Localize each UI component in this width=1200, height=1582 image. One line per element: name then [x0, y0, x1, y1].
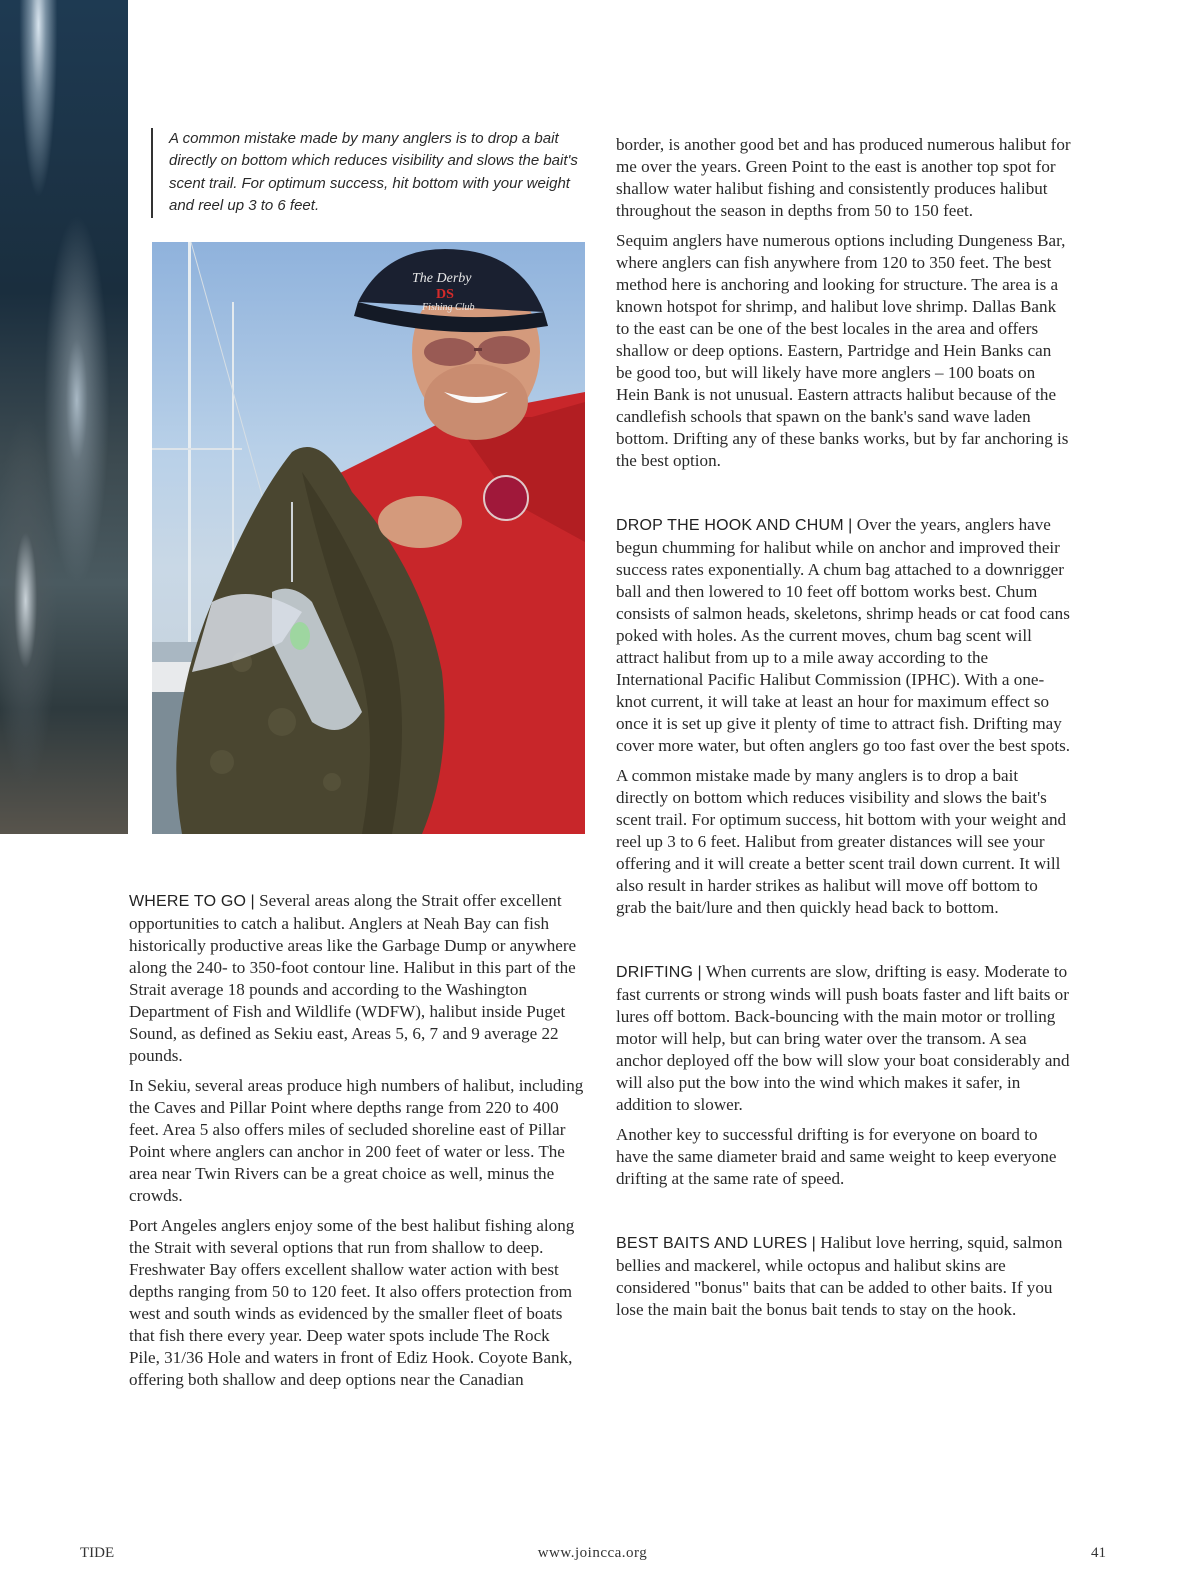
paragraph-common-mistake: A common mistake made by many anglers is to drop a bait directly on bottom which reduces visibility and slows the bait's scent trail. For optimum success, hit bottom with your weight and reel up 3 to 6 feet. Halibut from greater distances will see your offering and it will create a better scent trail down current. It will also result in harder strikes as halibut will move off bottom to grab the bait/lure and then quickly head back to bottom. — [616, 766, 1067, 917]
photo-caption: A common mistake made by many anglers is to drop a bait directly on bottom which reduces visibility and slows the bait's scent trail. For optimum success, hit bottom with your weight and reel up 3 to 6 feet. — [151, 128, 599, 218]
paragraph-where-to-go: WHERE TO GO | Several areas along the Strait offer excellent opportunities to catch a halibut. Anglers at Neah Bay can fish historically productive areas like the Garbage Dump or anywhere along the 240- to 350-foot contour line. Halibut in this part of the Strait average 18 pounds and according to the Washington Department of Fish and Wildlife (WDFW), halibut inside Puget Sound, as defined as Sekiu east, Areas 5, 6, 7 and 9 average 22 pounds. — [129, 891, 577, 1065]
angler-halibut-photo — [152, 242, 585, 834]
paragraph-text: Halibut love herring, squid, salmon bellies and mackerel, while octopus and halibut skins are considered "bonus" baits that can be added to other baits. If you lose the main bait the bonus bait tends to stay on the hook. — [616, 1233, 1063, 1319]
paragraph-drop-the-hook: DROP THE HOOK AND CHUM | Over the years, anglers have begun chumming for halibut while on anchor and improved their success rates exponentially. A chum bag attached to a downrigger ball and then lowered to 10 feet off bottom works best. Chum consists of salmon heads, skeletons, shrimp heads or cat food cans poked with holes. As the current moves, chum bag scent will attract halibut from up to a mile away according to the International Pacific Halibut Commission (IPHC). With a one-knot current, it will take at least an hour for maximum effect so once it is set up give it plenty of time to attract fish. Drifting may cover more water, but often anglers go too fast over the best spots. — [616, 515, 1071, 755]
cap-text-top: The Derby — [412, 271, 472, 286]
footer-publication: TIDE — [80, 1545, 115, 1561]
heading-drifting: DRIFTING — [616, 964, 694, 981]
paragraph-text: Over the years, anglers have begun chumming for halibut while on anchor and improved their success rates exponentially. A chum bag attached to a downrigger ball and then lowered to 10 feet off bottom works best. Chum consists of salmon heads, skeletons, shrimp heads or cat food cans poked with holes. As the current moves, chum bag scent will attract halibut from up to a mile away according to the International Pacific Halibut Commission (IPHC). With a one-knot current, it will take at least an hour for maximum effect so once it is set up give it plenty of time to attract fish. Drifting may cover more water, but often anglers go too fast over the best spots. — [616, 515, 1071, 755]
cap-text-bottom: Fishing Club — [422, 302, 475, 313]
paragraph-sekiu: In Sekiu, several areas produce high numbers of halibut, including the Caves and Pillar Point where depths range from 220 to 400 feet. Area 5 also offers miles of secluded shoreline east of Pillar Point where anglers can anchor in 200 feet of water or less. The area near Twin Rivers can be a great choice as well, minus the crowds. — [129, 1076, 584, 1205]
paragraph-drifting: DRIFTING | When currents are slow, drifting is easy. Moderate to fast currents or strong winds will push boats faster and lift baits or lures off bottom. Back-bouncing with the main motor or trolling motor will help, but can bring water over the transom. A sea anchor deployed off the bow will slow your boat considerably and will also put the bow into the wind which makes it safer, in addition to slower. — [616, 962, 1070, 1114]
paragraph-text: Several areas along the Strait offer excellent opportunities to catch a halibut. Anglers at Neah Bay can fish historically productive areas like the Garbage Dump or anywhere along the 240- to 350-foot contour line. Halibut in this part of the Strait average 18 pounds and according to the Washington Department of Fish and Wildlife (WDFW), halibut inside Puget Sound, as defined as Sekiu east, Areas 5, 6, 7 and 9 average 22 pounds. — [129, 891, 577, 1065]
heading-drop-the-hook: DROP THE HOOK AND CHUM — [616, 517, 844, 534]
paragraph-best-baits: BEST BAITS AND LURES | Halibut love herring, squid, salmon bellies and mackerel, while octopus and halibut skins are considered "bonus" baits that can be added to other baits. If you lose the main bait the bonus bait tends to stay on the hook. — [616, 1233, 1063, 1319]
paragraph-text: When currents are slow, drifting is easy. Moderate to fast currents or strong winds will push boats faster and lift baits or lures off bottom. Back-bouncing with the main motor or trolling motor will help, but can bring water over the transom. A sea anchor deployed off the bow will slow your boat considerably and will also put the bow into the wind which makes it safer, in addition to slower. — [616, 962, 1070, 1114]
footer-website-link[interactable]: www.joincca.org — [537, 1545, 648, 1561]
heading-where-to-go: WHERE TO GO — [129, 893, 247, 910]
paragraph-drifting-key: Another key to successful drifting is for everyone on board to have the same diameter braid and same weight to keep everyone drifting at the same rate of speed. — [616, 1125, 1057, 1188]
heading-best-baits: BEST BAITS AND LURES — [616, 1235, 808, 1252]
paragraph-sequim: Sequim anglers have numerous options including Dungeness Bar, where anglers can fish anywhere from 120 to 350 feet. The best method here is anchoring and looking for structure. The area is a known hotspot for shrimp, and halibut love shrimp. Dallas Bank to the east can be one of the best locales in the area and offers shallow or deep options. Eastern, Partridge and Hein Banks can be good too, but will likely have more anglers – 100 boats on Hein Bank is not unusual. Eastern attracts halibut because of the candlefish schools that spawn on the bank's sand wave laden bottom. Drifting any of these banks works, but by far anchoring is the best option. — [616, 231, 1069, 470]
water-photo-strip — [0, 0, 128, 834]
paragraph-port-angeles: Port Angeles anglers enjoy some of the best halibut fishing along the Strait with several options that run from shallow to deep. Freshwater Bay offers excellent shallow water action with best depths ranging from 50 to 120 feet. It also offers protection from west and south winds as evidenced by the smaller fleet of boats that fish there every year. Deep water spots include The Rock Pile, 31/36 Hole and waters in front of Ediz Hook. Coyote Bank, offering both shallow and deep options near the Canadian — [129, 1216, 575, 1389]
footer-page-number: 41 — [1091, 1545, 1106, 1561]
left-text-column — [129, 890, 584, 1399]
right-text-column — [616, 134, 1071, 1329]
cap-logo: DS — [436, 287, 454, 302]
paragraph-border: border, is another good bet and has produced numerous halibut for me over the years. Green Point to the east is another top spot for shallow water halibut fishing and consistently produces halibut throughout the season in depths from 50 to 150 feet. — [616, 135, 1071, 220]
